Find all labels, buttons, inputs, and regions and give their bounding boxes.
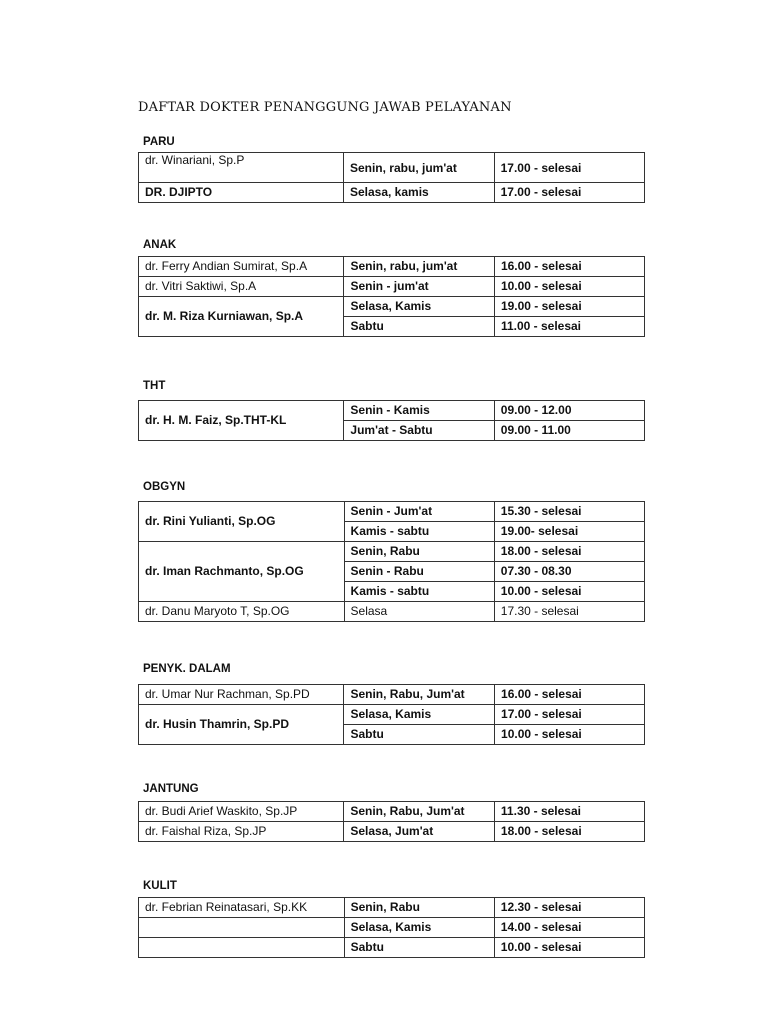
- doctor-cell: dr. Danu Maryoto T, Sp.OG: [139, 602, 345, 622]
- time-cell: 15.30 - selesai: [494, 502, 644, 522]
- section-heading-obgyn: OBGYN: [143, 481, 186, 493]
- schedule-table-tht: [138, 400, 645, 441]
- doctor-cell: dr. Rini Yulianti, Sp.OG: [139, 502, 345, 542]
- doctor-cell: dr. Husin Thamrin, Sp.PD: [139, 705, 344, 745]
- days-cell: Sabtu: [344, 938, 494, 958]
- schedule-table-obgyn: [138, 501, 645, 622]
- time-cell: 17.00 - selesai: [495, 705, 645, 725]
- doctor-cell: DR. DJIPTO: [139, 183, 344, 203]
- days-cell: Selasa, Kamis: [344, 918, 494, 938]
- days-cell: Sabtu: [344, 317, 494, 337]
- table-row: [139, 705, 645, 725]
- time-cell: 10.00 - selesai: [494, 582, 644, 602]
- schedule-table-kulit: [138, 897, 645, 958]
- days-cell: Senin - jum'at: [344, 277, 494, 297]
- days-cell: Senin, Rabu, Jum'at: [344, 685, 495, 705]
- days-cell: Senin - Jum'at: [344, 502, 494, 522]
- table-row: [139, 401, 645, 421]
- time-cell: 19.00- selesai: [494, 522, 644, 542]
- doctor-cell: dr. Febrian Reinatasari, Sp.KK: [139, 898, 345, 918]
- section-heading-penyk-dalam: PENYK. DALAM: [143, 663, 231, 675]
- table-row: [139, 183, 645, 203]
- days-cell: Senin - Rabu: [344, 562, 494, 582]
- time-cell: 17.30 - selesai: [494, 602, 644, 622]
- doctor-cell: dr. H. M. Faiz, Sp.THT-KL: [139, 401, 344, 441]
- time-cell: 09.00 - 11.00: [494, 421, 644, 441]
- time-cell: 17.00 - selesai: [494, 183, 644, 203]
- table-row: [139, 257, 645, 277]
- doctor-cell: dr. Umar Nur Rachman, Sp.PD: [139, 685, 344, 705]
- days-cell: Kamis - sabtu: [344, 522, 494, 542]
- time-cell: 14.00 - selesai: [494, 918, 644, 938]
- doctor-cell: dr. Faishal Riza, Sp.JP: [139, 822, 344, 842]
- schedule-table-penyk-dalam: [138, 684, 645, 745]
- days-cell: Senin - Kamis: [344, 401, 494, 421]
- time-cell: 17.00 - selesai: [494, 153, 644, 183]
- section-heading-kulit: KULIT: [143, 880, 177, 892]
- days-cell: Selasa, kamis: [343, 183, 494, 203]
- days-cell: Kamis - sabtu: [344, 582, 494, 602]
- days-cell: Senin, rabu, jum'at: [344, 257, 494, 277]
- days-cell: Selasa, Kamis: [344, 705, 495, 725]
- table-row: [139, 277, 645, 297]
- schedule-table-anak: [138, 256, 645, 337]
- doctor-cell: dr. M. Riza Kurniawan, Sp.A: [139, 297, 344, 337]
- time-cell: 16.00 - selesai: [495, 685, 645, 705]
- table-row: [139, 918, 645, 938]
- table-row: [139, 602, 645, 622]
- days-cell: Senin, Rabu, Jum'at: [344, 802, 495, 822]
- table-row: [139, 297, 645, 317]
- time-cell: 12.30 - selesai: [494, 898, 644, 918]
- time-cell: 11.00 - selesai: [494, 317, 644, 337]
- days-cell: Senin, Rabu: [344, 898, 494, 918]
- time-cell: 10.00 - selesai: [495, 725, 645, 745]
- page-title: DAFTAR DOKTER PENANGGUNG JAWAB PELAYANAN: [138, 100, 512, 115]
- time-cell: 16.00 - selesai: [494, 257, 644, 277]
- doctor-cell: [139, 918, 345, 938]
- time-cell: 18.00 - selesai: [494, 822, 644, 842]
- days-cell: Senin, Rabu: [344, 542, 494, 562]
- doctor-cell: dr. Budi Arief Waskito, Sp.JP: [139, 802, 344, 822]
- section-heading-jantung: JANTUNG: [143, 783, 199, 795]
- time-cell: 10.00 - selesai: [494, 277, 644, 297]
- table-row: [139, 938, 645, 958]
- table-row: [139, 542, 645, 562]
- doctor-cell: dr. Vitri Saktiwi, Sp.A: [139, 277, 344, 297]
- table-row: [139, 502, 645, 522]
- days-cell: Jum'at - Sabtu: [344, 421, 494, 441]
- schedule-table-paru: [138, 152, 645, 203]
- time-cell: 10.00 - selesai: [494, 938, 644, 958]
- schedule-table-jantung: [138, 801, 645, 842]
- time-cell: 07.30 - 08.30: [494, 562, 644, 582]
- doctor-cell: [139, 938, 345, 958]
- days-cell: Selasa, Jum'at: [344, 822, 495, 842]
- time-cell: 09.00 - 12.00: [494, 401, 644, 421]
- table-row: [139, 685, 645, 705]
- time-cell: 11.30 - selesai: [494, 802, 644, 822]
- doctor-cell: dr. Ferry Andian Sumirat, Sp.A: [139, 257, 344, 277]
- table-row: [139, 153, 645, 183]
- section-heading-tht: THT: [143, 380, 166, 392]
- time-cell: 18.00 - selesai: [494, 542, 644, 562]
- table-row: [139, 822, 645, 842]
- time-cell: 19.00 - selesai: [494, 297, 644, 317]
- doctor-cell: dr. Iman Rachmanto, Sp.OG: [139, 542, 345, 602]
- table-row: [139, 802, 645, 822]
- days-cell: Senin, rabu, jum'at: [343, 153, 494, 183]
- table-row: [139, 898, 645, 918]
- section-heading-anak: ANAK: [143, 239, 177, 251]
- days-cell: Sabtu: [344, 725, 495, 745]
- days-cell: Selasa: [344, 602, 494, 622]
- days-cell: Selasa, Kamis: [344, 297, 494, 317]
- doctor-cell: dr. Winariani, Sp.P: [139, 153, 344, 183]
- section-heading-paru: PARU: [143, 136, 175, 148]
